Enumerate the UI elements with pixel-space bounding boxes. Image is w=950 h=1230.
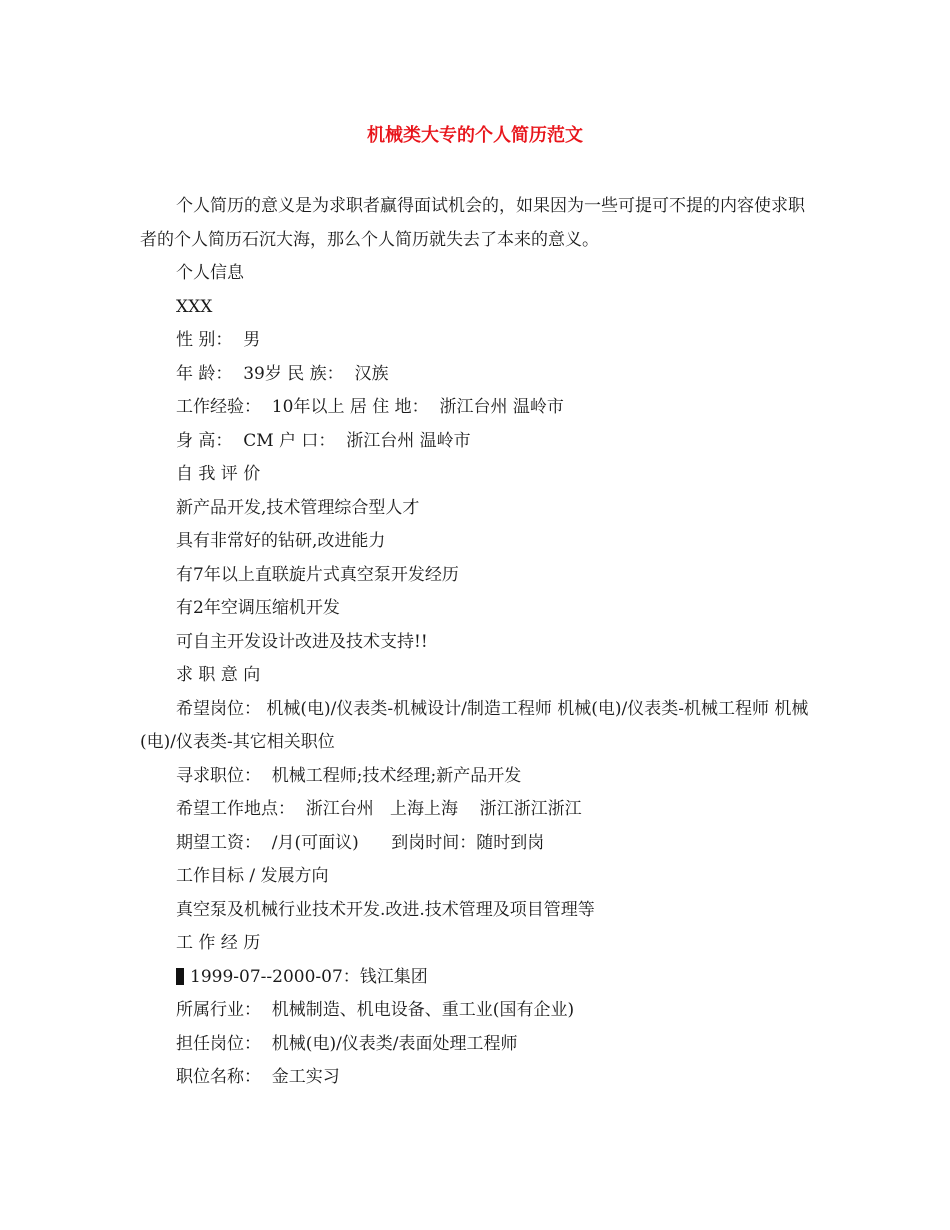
hope-location-line: 希望工作地点： 浙江台州 上海上海 浙江浙江浙江 xyxy=(176,799,582,819)
name-line: XXX xyxy=(176,296,213,317)
section-heading-career-goal: 工作目标 / 发展方向 xyxy=(176,866,329,886)
section-heading-self-evaluation: 自 我 评 价 xyxy=(176,464,261,484)
industry-line: 所属行业： 机械制造、机电设备、重工业(国有企业) xyxy=(176,1000,575,1020)
self-evaluation-item: 可自主开发设计改进及技术支持!! xyxy=(176,631,428,652)
self-evaluation-item: 有2年空调压缩机开发 xyxy=(176,598,340,618)
section-heading-work-history: 工 作 经 历 xyxy=(176,933,261,953)
document-title: 机械类大专的个人简历范文 xyxy=(367,125,583,146)
self-evaluation-item: 新产品开发,技术管理综合型人才 xyxy=(176,497,420,518)
hope-position-line: 希望岗位： 机械(电)/仪表类-机械设计/制造工程师 机械(电)/仪表类-机械工程师 机械(电)/仪表类-其它相关职位 xyxy=(140,698,809,752)
position-name-line: 职位名称： 金工实习 xyxy=(176,1067,340,1087)
job-entry-title: 1999-07--2000-07：钱江集团 xyxy=(190,966,428,987)
section-heading-personal-info: 个人信息 xyxy=(176,263,244,283)
bullet-block-icon xyxy=(176,968,184,985)
age-ethnicity-line: 年 龄： 39岁 民 族： 汉族 xyxy=(176,363,389,384)
intro-paragraph: 个人简历的意义是为求职者赢得面试机会的，如果因为一些可提可不提的内容使求职者的个人简历石沉大海，那么个人简历就失去了本来的意义。 xyxy=(140,196,805,250)
gender-line: 性 别： 男 xyxy=(176,330,261,350)
career-goal-line: 真空泵及机械行业技术开发.改进.技术管理及项目管理等 xyxy=(176,899,595,920)
job-entry-header xyxy=(140,961,820,995)
role-line: 担任岗位： 机械(电)/仪表类/表面处理工程师 xyxy=(176,1033,518,1054)
height-hukou-line: 身 高： CM 户 口： 浙江台州 温岭市 xyxy=(176,430,471,451)
document-body xyxy=(140,190,820,1095)
experience-residence-line: 工作经验： 10年以上 居 住 地： 浙江台州 温岭市 xyxy=(176,397,564,417)
section-heading-job-intention: 求 职 意 向 xyxy=(176,665,261,685)
sought-position-line: 寻求职位： 机械工程师;技术经理;新产品开发 xyxy=(176,765,522,786)
self-evaluation-item: 具有非常好的钻研,改进能力 xyxy=(176,531,386,551)
salary-line: 期望工资： /月(可面议) 到岗时间：随时到岗 xyxy=(176,832,545,853)
self-evaluation-item: 有7年以上直联旋片式真空泵开发经历 xyxy=(176,564,459,585)
